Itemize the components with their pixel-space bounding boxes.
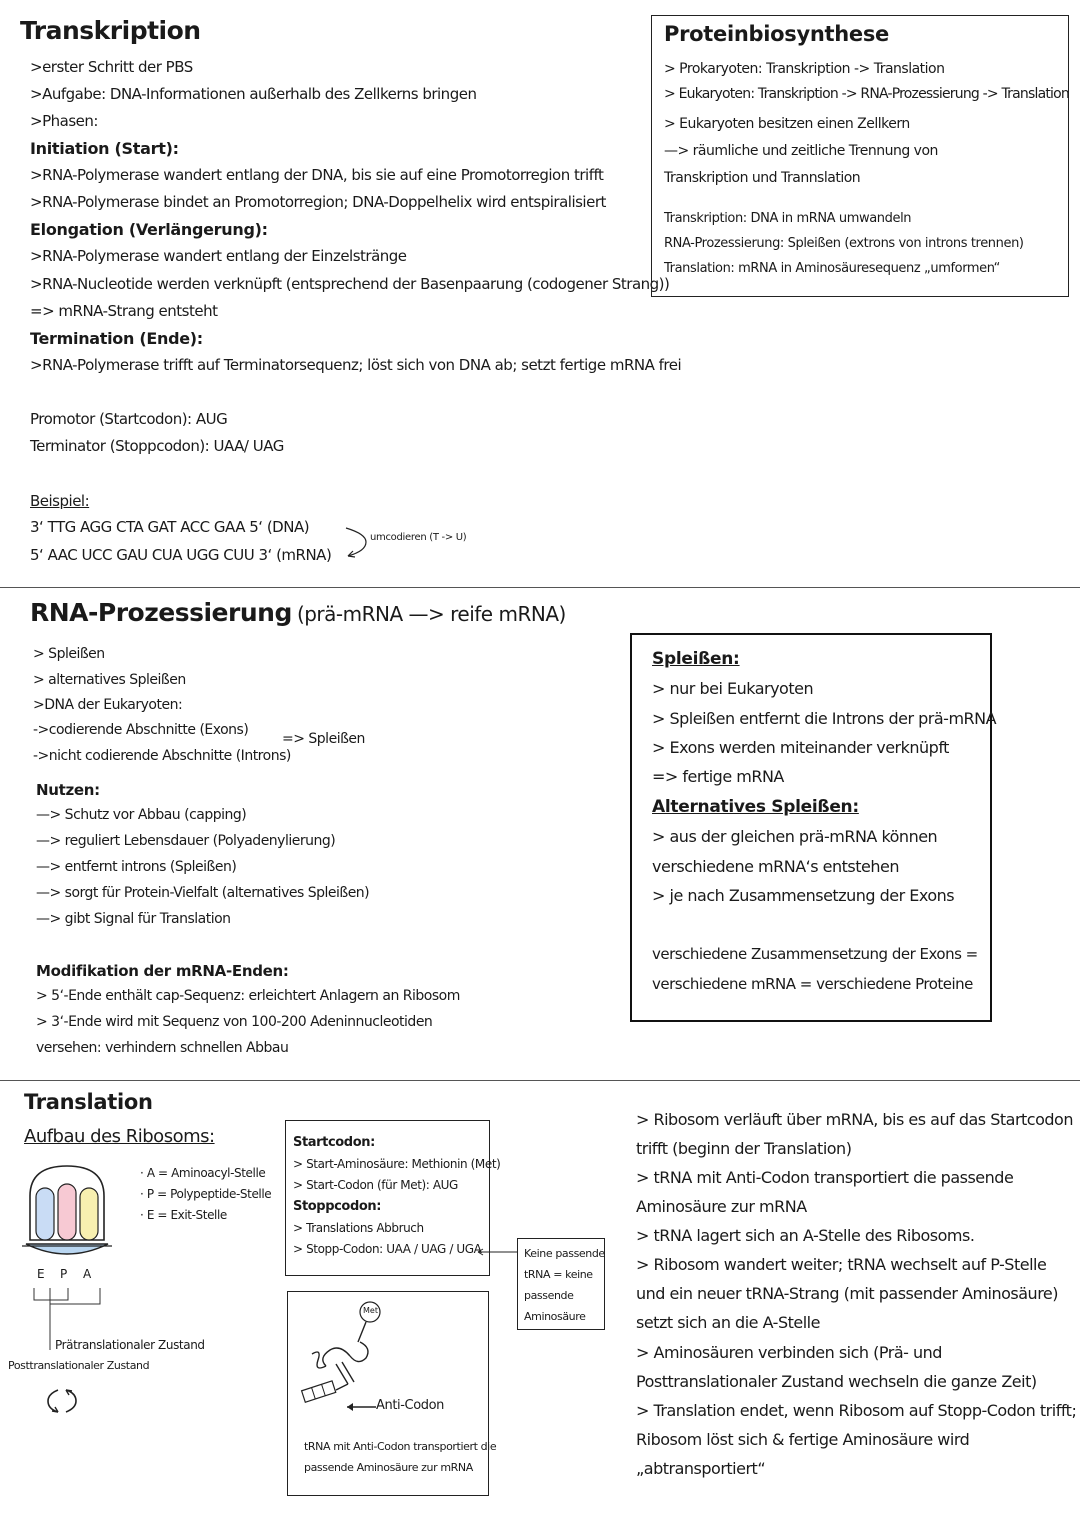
section-divider — [0, 587, 1080, 588]
text-line: > Exons werden miteinander verknüpft — [652, 738, 949, 757]
step-line: > tRNA mit Anti-Codon transportiert die passende — [636, 1168, 1014, 1187]
spleissen-box — [630, 633, 997, 1022]
text-line: > je nach Zusammensetzung der Exons — [652, 886, 955, 905]
beispiel-label: Beispiel: — [30, 492, 90, 510]
codon-line: Promotor (Startcodon): AUG — [30, 410, 228, 428]
text-line: => mRNA-Strang entsteht — [30, 302, 218, 320]
text-line: ->nicht codierende Abschnitte (Introns) — [33, 748, 291, 764]
text-line: > Spleißen — [33, 646, 105, 662]
text-line: versehen: verhindern schnellen Abbau — [36, 1040, 289, 1056]
met-label: Met — [363, 1306, 378, 1315]
site-label-p: P — [60, 1267, 67, 1281]
site-label-a: A — [83, 1267, 91, 1281]
spleissen-heading: Spleißen: — [652, 649, 740, 669]
alt-spleissen-heading: Alternatives Spleißen: — [652, 797, 859, 817]
text-line: > 3‘-Ende wird mit Sequenz von 100-200 Adeninnucleotiden — [36, 1014, 433, 1030]
umcodieren-arrow-icon — [340, 524, 372, 562]
step-line: Ribosom löst sich & fertige Aminosäure wird — [636, 1430, 970, 1449]
termination-heading: Termination (Ende): — [30, 329, 203, 348]
post-label: Posttranslationaler Zustand — [8, 1359, 150, 1372]
text-line: > Start-Aminosäure: Methionin (Met) — [293, 1157, 501, 1171]
text-line: ->codierende Abschnitte (Exons) — [33, 722, 249, 738]
step-line: Posttranslationaler Zustand wechseln die ganze Zeit) — [636, 1372, 1037, 1391]
rna-title-suffix: (prä-mRNA —> reife mRNA) — [296, 602, 566, 626]
umcodieren-note: umcodieren (T -> U) — [370, 532, 467, 543]
step-line: setzt sich an die A-Stelle — [636, 1313, 820, 1332]
text-line: > 5‘-Ende enthält cap-Sequenz: erleichtert Anlagern an Ribosom — [36, 988, 460, 1004]
text-line: > Spleißen entfernt die Introns der prä-mRNA — [652, 709, 997, 728]
step-line: „abtransportiert“ — [636, 1459, 766, 1478]
text-line: passende — [524, 1289, 574, 1302]
text-line: > nur bei Eukaryoten — [652, 679, 814, 698]
text-line: > aus der gleichen prä-mRNA können — [652, 827, 938, 846]
proteinbiosynthese-box — [651, 15, 1069, 297]
text-line: —> sorgt für Protein-Vielfalt (alternatives Spleißen) — [36, 885, 370, 901]
def-line: RNA-Prozessierung: Spleißen (extrons von introns trennen) — [664, 236, 1024, 251]
text-line: > alternatives Spleißen — [33, 672, 186, 688]
text-line: —> entfernt introns (Spleißen) — [36, 859, 237, 875]
initiation-heading: Initiation (Start): — [30, 139, 179, 158]
trna-caption: tRNA mit Anti-Codon transportiert die — [304, 1440, 497, 1453]
codon-line: Terminator (Stoppcodon): UAA/ UAG — [30, 437, 284, 455]
translation-title: Translation — [24, 1090, 153, 1114]
text-line: >RNA-Polymerase wandert entlang der DNA, bis sie auf eine Promotorregion trifft — [30, 166, 604, 184]
arrow-left-icon — [474, 1244, 520, 1260]
step-line: und ein neuer tRNA-Strang (mit passender Aminosäure) — [636, 1284, 1059, 1303]
conclusion-line: verschiedene Zusammensetzung der Exons = — [652, 945, 978, 963]
ribosome-icon — [22, 1160, 112, 1270]
step-line: > Ribosom wandert weiter; tRNA wechselt auf P-Stelle — [636, 1255, 1047, 1274]
text-line: >RNA-Nucleotide werden verknüpft (entsprechend der Basenpaarung (codogener Strang)) — [30, 275, 670, 293]
trna-box — [287, 1291, 497, 1496]
modifikation-heading: Modifikation der mRNA-Enden: — [36, 962, 289, 980]
step-line: > Ribosom verläuft über mRNA, bis es auf das Startcodon — [636, 1110, 1073, 1129]
text-line: —> reguliert Lebensdauer (Polyadenylierung) — [36, 833, 336, 849]
def-line: Transkription: DNA in mRNA umwandeln — [664, 211, 912, 226]
legend-line: · E = Exit-Stelle — [140, 1208, 227, 1222]
text-line: >RNA-Polymerase bindet an Promotorregion; DNA-Doppelhelix wird entspiralisiert — [30, 193, 606, 211]
text-line: >DNA der Eukaryoten: — [33, 697, 183, 713]
text-line: Keine passende — [524, 1247, 605, 1260]
text-line: Transkription und Trannslation — [664, 170, 861, 186]
stoppcodon-heading: Stoppcodon: — [293, 1199, 382, 1214]
text-line: > Start-Codon (für Met): AUG — [293, 1178, 458, 1192]
legend-line: · P = Polypeptide-Stelle — [140, 1187, 272, 1201]
text-line: > Stopp-Codon: UAA / UAG / UGA — [293, 1242, 482, 1256]
step-line: trifft (beginn der Translation) — [636, 1139, 852, 1158]
arrow-left-icon — [344, 1400, 378, 1414]
site-label-e: E — [37, 1267, 45, 1281]
text-line: —> Schutz vor Abbau (capping) — [36, 807, 247, 823]
startcodon-heading: Startcodon: — [293, 1135, 375, 1150]
text-line: Aminosäure — [524, 1310, 586, 1323]
spleissen-arrow-label: => Spleißen — [282, 731, 365, 747]
step-line: Aminosäure zur mRNA — [636, 1197, 807, 1216]
anticodon-label: Anti-Codon — [376, 1398, 445, 1413]
pbs-title: Proteinbiosynthese — [664, 22, 889, 46]
text-line: tRNA = keine — [524, 1268, 593, 1281]
text-line: >RNA-Polymerase trifft auf Terminatorsequenz; löst sich von DNA ab; setzt fertige mRNA frei — [30, 356, 682, 374]
prae-label: Prätranslationaler Zustand — [55, 1338, 205, 1352]
conclusion-line: verschiedene mRNA = verschiedene Proteine — [652, 975, 973, 993]
text-line: >Aufgabe: DNA-Informationen außerhalb des Zellkerns bringen — [30, 85, 477, 103]
text-line: > Prokaryoten: Transkription -> Translation — [664, 61, 945, 77]
transkription-title: Transkription — [20, 16, 201, 45]
rna-title-row — [30, 598, 566, 627]
rna-title: RNA-Prozessierung — [30, 598, 292, 627]
text-line: —> räumliche und zeitliche Trennung von — [664, 143, 938, 159]
text-line: >Phasen: — [30, 112, 98, 130]
section-divider — [0, 1080, 1080, 1081]
text-line: > Eukaryoten besitzen einen Zellkern — [664, 116, 910, 132]
codon-box — [285, 1120, 501, 1276]
trna-caption: passende Aminosäure zur mRNA — [304, 1461, 473, 1474]
cycle-arrows-icon — [44, 1386, 80, 1416]
text-line: >RNA-Polymerase wandert entlang der Einzelstränge — [30, 247, 407, 265]
elongation-heading: Elongation (Verlängerung): — [30, 220, 268, 239]
text-line: > Eukaryoten: Transkription -> RNA-Prozessierung -> Translation — [664, 86, 1069, 102]
ribosom-heading: Aufbau des Ribosoms: — [24, 1126, 215, 1147]
beispiel-dna: 3‘ TTG AGG CTA GAT ACC GAA 5‘ (DNA) — [30, 518, 310, 536]
text-line: => fertige mRNA — [652, 767, 784, 786]
step-line: > tRNA lagert sich an A-Stelle des Ribosoms. — [636, 1226, 975, 1245]
nutzen-heading: Nutzen: — [36, 781, 100, 799]
def-line: Translation: mRNA in Aminosäuresequenz „umformen“ — [664, 261, 1001, 276]
text-line: > Translations Abbruch — [293, 1221, 424, 1235]
legend-line: · A = Aminoacyl-Stelle — [140, 1166, 266, 1180]
step-line: > Aminosäuren verbinden sich (Prä- und — [636, 1343, 942, 1362]
text-line: —> gibt Signal für Translation — [36, 911, 231, 927]
text-line: >erster Schritt der PBS — [30, 58, 193, 76]
beispiel-mrna: 5‘ AAC UCC GAU CUA UGG CUU 3‘ (mRNA) — [30, 546, 332, 564]
keine-passende-box — [517, 1238, 605, 1330]
text-line: verschiedene mRNA‘s entstehen — [652, 857, 899, 876]
step-line: > Translation endet, wenn Ribosom auf Stopp-Codon trifft; — [636, 1401, 1077, 1420]
